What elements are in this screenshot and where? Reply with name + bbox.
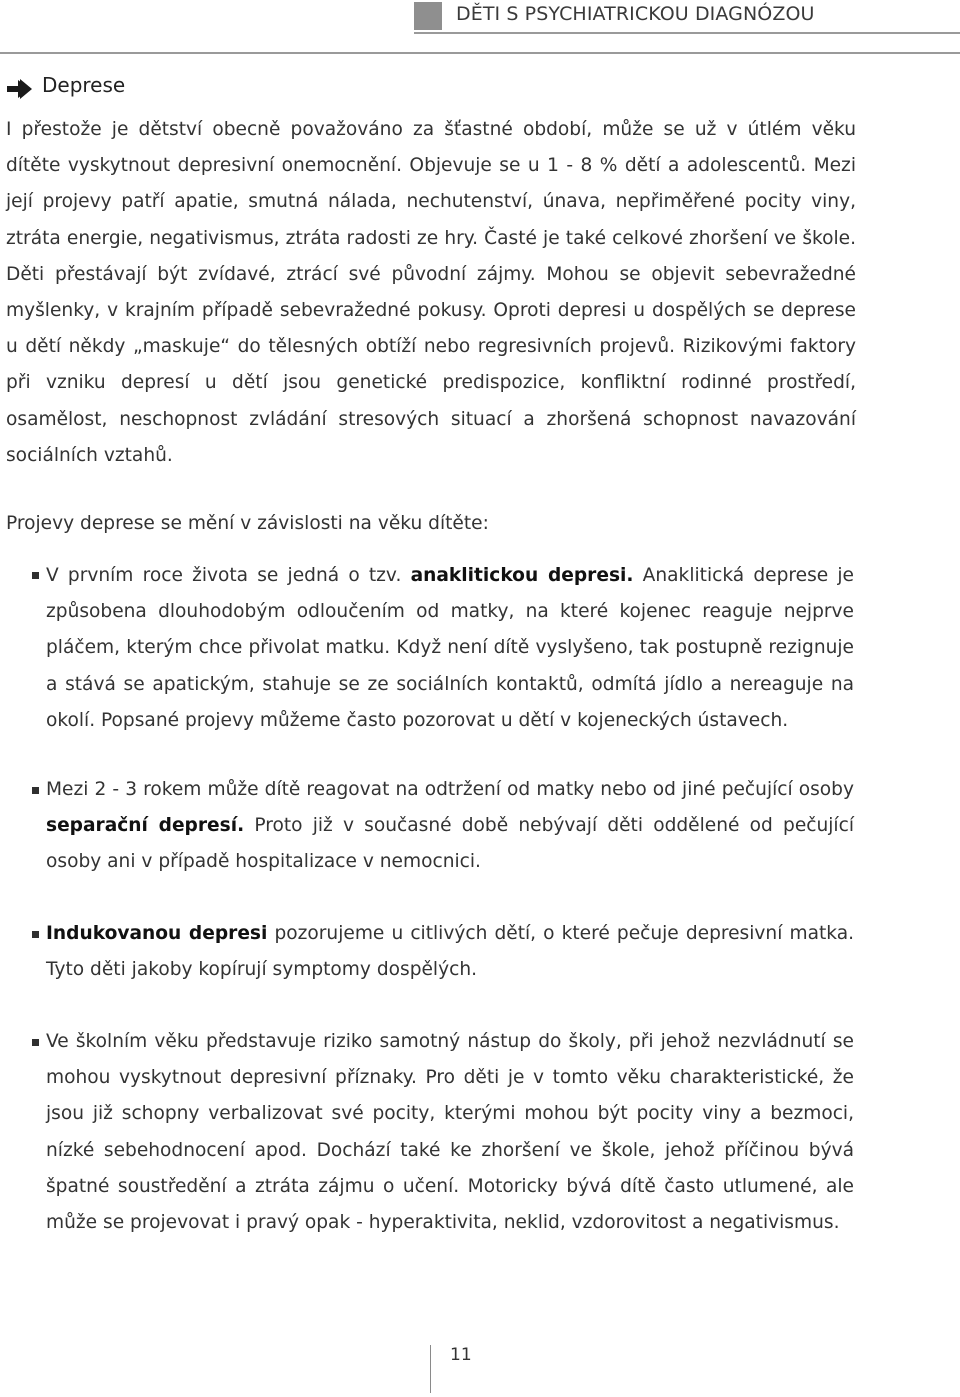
list-item — [32, 1024, 854, 1241]
list-item-text: V prvním roce života se jedná o tzv. anaklitickou depresi. Anaklitická deprese je způsobena dlouhodobým odloučením od matky, na které kojenec reaguje nejprve pláčem, kterým chce přivolat matku. Když není dítě vyslyšeno, tak postupně rezignuje a stává se apatickým, stahuje se ze sociálních kontaktů, odmítá jídlo a nereaguje na okolí. Popsané projevy můžeme často pozorovat u dětí v kojeneckých ústavech. — [46, 565, 854, 731]
bullet-icon — [32, 1039, 39, 1046]
list-item — [32, 558, 854, 739]
bullet-icon — [32, 931, 39, 938]
section-title: Deprese — [42, 73, 126, 97]
list-item-text: Indukovanou depresi pozorujeme u citlivých dětí, o které pečuje depresivní matka. Tyto děti jakoby kopírují symptomy dospělých. — [46, 923, 854, 981]
running-header — [414, 0, 960, 34]
page-number: 11 — [450, 1345, 472, 1365]
header-divider — [0, 52, 960, 54]
list-item — [32, 772, 854, 881]
list-item-text: Mezi 2 - 3 rokem může dítě reagovat na odtržení od matky nebo od jiné pečující osoby separační depresí. Proto již v současné době nebývají děti oddělené od pečující osoby ani v případě hospitalizace v nemocnici. — [46, 779, 854, 873]
list-item-text: Ve školním věku představuje riziko samotný nástup do školy, při jehož nezvládnutí se mohou vyskytnout depresivní příznaky. Pro děti je v tomto věku charakteristické, že jsou již schopny verbalizovat své pocity, kterými mohou být pocity viny a bezmoci, nízké sebehodnocení apod. Dochází také ke zhoršení ve škole, jehož příčinou bývá špatné soustředění a ztráta zájmu o učení. Motoricky bývá dítě často utlumené, ale může se projevovat i pravý opak - hyperaktivita, neklid, vzdorovitost a negativismus. — [46, 1031, 854, 1234]
bullet-icon — [32, 572, 39, 579]
lead-sentence: Projevy deprese se mění v závislosti na věku dítěte: — [6, 513, 489, 534]
intro-paragraph: I přestože je dětství obecně považováno za šťastné období, může se už v útlém věku dítěte vyskytnout depresivní onemocnění. Objevuje se u 1 - 8 % dětí a adolescentů. Mezi její projevy patří apatie, smutná nálada, nechutenství, únava, nepřiměřené pocity viny, ztráta energie, negativismus, ztráta radosti ze hry. Časté je také celkové zhoršení ve škole. Děti přestávají být zvídavé, ztrácí své původní zájmy. Mohou se objevit sebevražedné myšlenky, v krajním případě sebevražedné pokusy. Oproti depresi u dospělých se deprese u dětí někdy „maskuje“ do tělesných obtíží nebo regresivních projevů. Rizikovými faktory při vzniku depresí u dětí jsou genetické predispozice, konfliktní rodinné prostředí, osamělost, neschopnost zvládání stresových situací a zhoršená schopnost navazování sociálních vztahů. — [6, 119, 856, 466]
header-title: DĚTI S PSYCHIATRICKOU DIAGNÓZOU — [456, 3, 815, 25]
list-item — [32, 916, 854, 988]
bullet-icon — [32, 787, 39, 794]
footer-divider — [430, 1345, 431, 1393]
arrow-right-icon — [6, 79, 34, 99]
header-marker — [414, 2, 442, 30]
